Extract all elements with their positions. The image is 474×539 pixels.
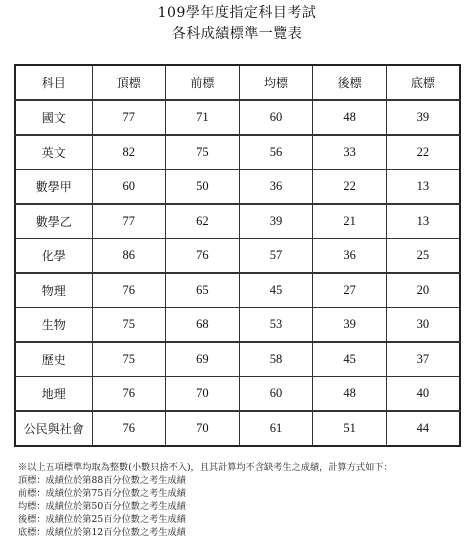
column-header-subject: 科目 (15, 65, 92, 100)
document-title: 109學年度指定科目考試 (157, 5, 317, 21)
back-cell: 51 (313, 411, 387, 446)
subject-cell: 地理 (15, 377, 92, 412)
front-cell: 75 (166, 135, 240, 170)
footnotes (18, 461, 468, 539)
column-header-front: 前標 (166, 65, 240, 100)
top-cell: 75 (92, 342, 166, 377)
front-cell: 62 (166, 204, 240, 239)
footnote-bottom-definition: 底標：成績位於第12百分位數之考生成績 (18, 527, 186, 538)
table-row (15, 273, 460, 308)
top-cell: 76 (92, 273, 166, 308)
back-cell: 27 (313, 273, 387, 308)
subject-cell: 公民與社會 (15, 411, 92, 446)
column-header-average: 均標 (239, 65, 313, 100)
table-row (15, 170, 460, 205)
column-header-bottom: 底標 (386, 65, 460, 100)
column-header-top: 頂標 (92, 65, 166, 100)
bottom-cell: 22 (386, 135, 460, 170)
average-cell: 61 (239, 411, 313, 446)
bottom-cell: 40 (386, 377, 460, 412)
back-cell: 39 (313, 308, 387, 343)
table-row (15, 204, 460, 239)
bottom-cell: 25 (386, 239, 460, 274)
subject-cell: 國文 (15, 100, 92, 135)
top-cell: 77 (92, 204, 166, 239)
footnote-front-definition: 前標：成績位於第75百分位數之考生成績 (18, 488, 186, 499)
footnote-average-definition: 均標：成績位於第50百分位數之考生成績 (18, 501, 186, 512)
bottom-cell: 39 (386, 100, 460, 135)
front-cell: 50 (166, 170, 240, 205)
average-cell: 56 (239, 135, 313, 170)
footnote-top-definition: 頂標：成績位於第88百分位數之考生成績 (18, 475, 186, 486)
front-cell: 69 (166, 342, 240, 377)
top-cell: 77 (92, 100, 166, 135)
back-cell: 45 (313, 342, 387, 377)
table-row (15, 239, 460, 274)
average-cell: 39 (239, 204, 313, 239)
front-cell: 68 (166, 308, 240, 343)
back-cell: 21 (313, 204, 387, 239)
average-cell: 60 (239, 377, 313, 412)
subject-cell: 數學乙 (15, 204, 92, 239)
table-row (15, 308, 460, 343)
footnote-back-definition: 後標：成績位於第25百分位數之考生成績 (18, 514, 186, 525)
subject-cell: 歷史 (15, 342, 92, 377)
table-row (15, 100, 460, 135)
footnote-intro: ※以上五項標準均取為整數(小數只捨不入)，且其計算均不含缺考生之成績，計算方式如下： (18, 462, 393, 473)
front-cell: 70 (166, 411, 240, 446)
top-cell: 76 (92, 411, 166, 446)
back-cell: 48 (313, 100, 387, 135)
table-row (15, 135, 460, 170)
back-cell: 22 (313, 170, 387, 205)
bottom-cell: 20 (386, 273, 460, 308)
bottom-cell: 13 (386, 204, 460, 239)
back-cell: 48 (313, 377, 387, 412)
subject-cell: 數學甲 (15, 170, 92, 205)
table-row (15, 377, 460, 412)
table-row (15, 342, 460, 377)
top-cell: 75 (92, 308, 166, 343)
average-cell: 57 (239, 239, 313, 274)
back-cell: 33 (313, 135, 387, 170)
top-cell: 76 (92, 377, 166, 412)
subject-cell: 物理 (15, 273, 92, 308)
table-header-row (15, 65, 460, 100)
top-cell: 86 (92, 239, 166, 274)
bottom-cell: 30 (386, 308, 460, 343)
front-cell: 76 (166, 239, 240, 274)
top-cell: 60 (92, 170, 166, 205)
average-cell: 58 (239, 342, 313, 377)
average-cell: 60 (239, 100, 313, 135)
bottom-cell: 37 (386, 342, 460, 377)
front-cell: 71 (166, 100, 240, 135)
bottom-cell: 44 (386, 411, 460, 446)
bottom-cell: 13 (386, 170, 460, 205)
top-cell: 82 (92, 135, 166, 170)
back-cell: 36 (313, 239, 387, 274)
subject-cell: 化學 (15, 239, 92, 274)
average-cell: 45 (239, 273, 313, 308)
average-cell: 53 (239, 308, 313, 343)
subject-cell: 生物 (15, 308, 92, 343)
subject-cell: 英文 (15, 135, 92, 170)
table-row (15, 411, 460, 446)
document-subtitle: 各科成績標準一覽表 (171, 26, 303, 42)
average-cell: 36 (239, 170, 313, 205)
grade-standards-table (14, 64, 461, 447)
column-header-back: 後標 (313, 65, 387, 100)
front-cell: 70 (166, 377, 240, 412)
front-cell: 65 (166, 273, 240, 308)
